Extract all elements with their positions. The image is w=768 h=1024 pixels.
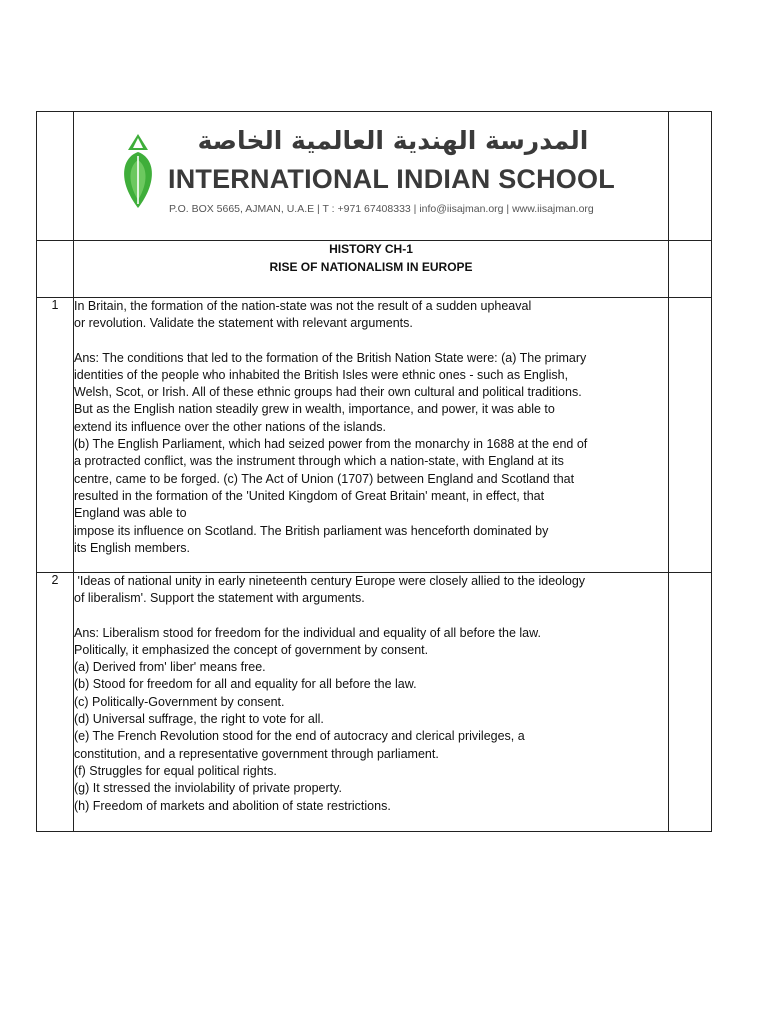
answer-line: Welsh, Scot, or Irish. All of these ethnic groups had their own cultural and political traditions. <box>74 385 582 400</box>
answer-line: (h) Freedom of markets and abolition of state restrictions. <box>74 798 391 813</box>
answer-line: resulted in the formation of the 'United Kingdom of Great Britain' meant, in effect, that <box>74 488 545 503</box>
question-line: 'Ideas of national unity in early nineteenth century Europe were closely allied to the ideology <box>74 574 586 588</box>
question-line: of liberalism'. Support the statement with arguments. <box>74 591 365 606</box>
header-row <box>37 112 712 241</box>
question-1-right-cell <box>669 298 712 573</box>
header-left-cell <box>37 112 74 241</box>
answer-line: impose its influence on Scotland. The British parliament was henceforth dominated by <box>74 523 549 538</box>
title-left-cell <box>37 241 74 298</box>
green-leaf-pen-icon <box>117 132 159 212</box>
header-right-cell <box>669 112 712 241</box>
answer-line: a protracted conflict, was the instrument through which a nation-state, with England at its <box>74 454 564 469</box>
answer-line: Ans: The conditions that led to the formation of the British Nation State were: (a) The primary <box>74 350 587 365</box>
answer-line: England was able to <box>74 506 187 521</box>
answer-line: Politically, it emphasized the concept of government by consent. <box>74 642 429 657</box>
answer-line: (f) Struggles for equal political rights. <box>74 763 277 778</box>
chapter-subtitle: RISE OF NATIONALISM IN EUROPE <box>269 259 473 274</box>
question-line: In Britain, the formation of the nation-state was not the result of a sudden upheaval <box>74 299 532 313</box>
question-body-2 <box>74 573 669 832</box>
school-letterhead <box>74 112 669 241</box>
title-right-cell <box>669 241 712 298</box>
question-line: or revolution. Validate the statement with relevant arguments. <box>74 316 413 331</box>
answer-line: extend its influence over the other nations of the islands. <box>74 419 386 434</box>
school-contact-line: P.O. BOX 5665, AJMAN, U.A.E | T : +971 67408333 | info@iisajman.org | www.iisajman.org <box>169 203 594 215</box>
question-number: 2 <box>37 573 74 832</box>
school-name-arabic: المدرسة الهندية العالمية الخاصة <box>197 126 589 155</box>
answer-line: Ans: Liberalism stood for freedom for the individual and equality of all before the law. <box>74 625 541 640</box>
question-2-right-cell <box>669 573 712 832</box>
answer-line: (e) The French Revolution stood for the end of autocracy and clerical privileges, a <box>74 729 525 744</box>
worksheet-table <box>36 111 712 832</box>
chapter-title: HISTORY CH-1 <box>329 242 413 256</box>
question-row-1 <box>37 298 712 573</box>
question-number: 1 <box>37 298 74 573</box>
answer-line: identities of the people who inhabited the British Isles were ethnic ones - such as English, <box>74 367 569 382</box>
question-body-1 <box>74 298 669 573</box>
answer-line: But as the English nation steadily grew in wealth, importance, and power, it was able to <box>74 402 555 417</box>
answer-line: (d) Universal suffrage, the right to vote for all. <box>74 712 324 727</box>
school-name: INTERNATIONAL INDIAN SCHOOL <box>168 164 615 194</box>
answer-line: (b) Stood for freedom for all and equality for all before the law. <box>74 677 417 692</box>
answer-line: constitution, and a representative government through parliament. <box>74 746 439 761</box>
answer-line: centre, came to be forged. (c) The Act of Union (1707) between England and Scotland that <box>74 471 575 486</box>
answer-line: (c) Politically-Government by consent. <box>74 694 285 709</box>
title-row <box>37 241 712 298</box>
worksheet-title <box>74 241 669 298</box>
answer-line: (g) It stressed the inviolability of private property. <box>74 781 342 796</box>
answer-line: its English members. <box>74 540 191 555</box>
answer-line: (b) The English Parliament, which had seized power from the monarchy in 1688 at the end of <box>74 437 588 452</box>
answer-line: (a) Derived from' liber' means free. <box>74 660 266 675</box>
question-row-2 <box>37 573 712 832</box>
